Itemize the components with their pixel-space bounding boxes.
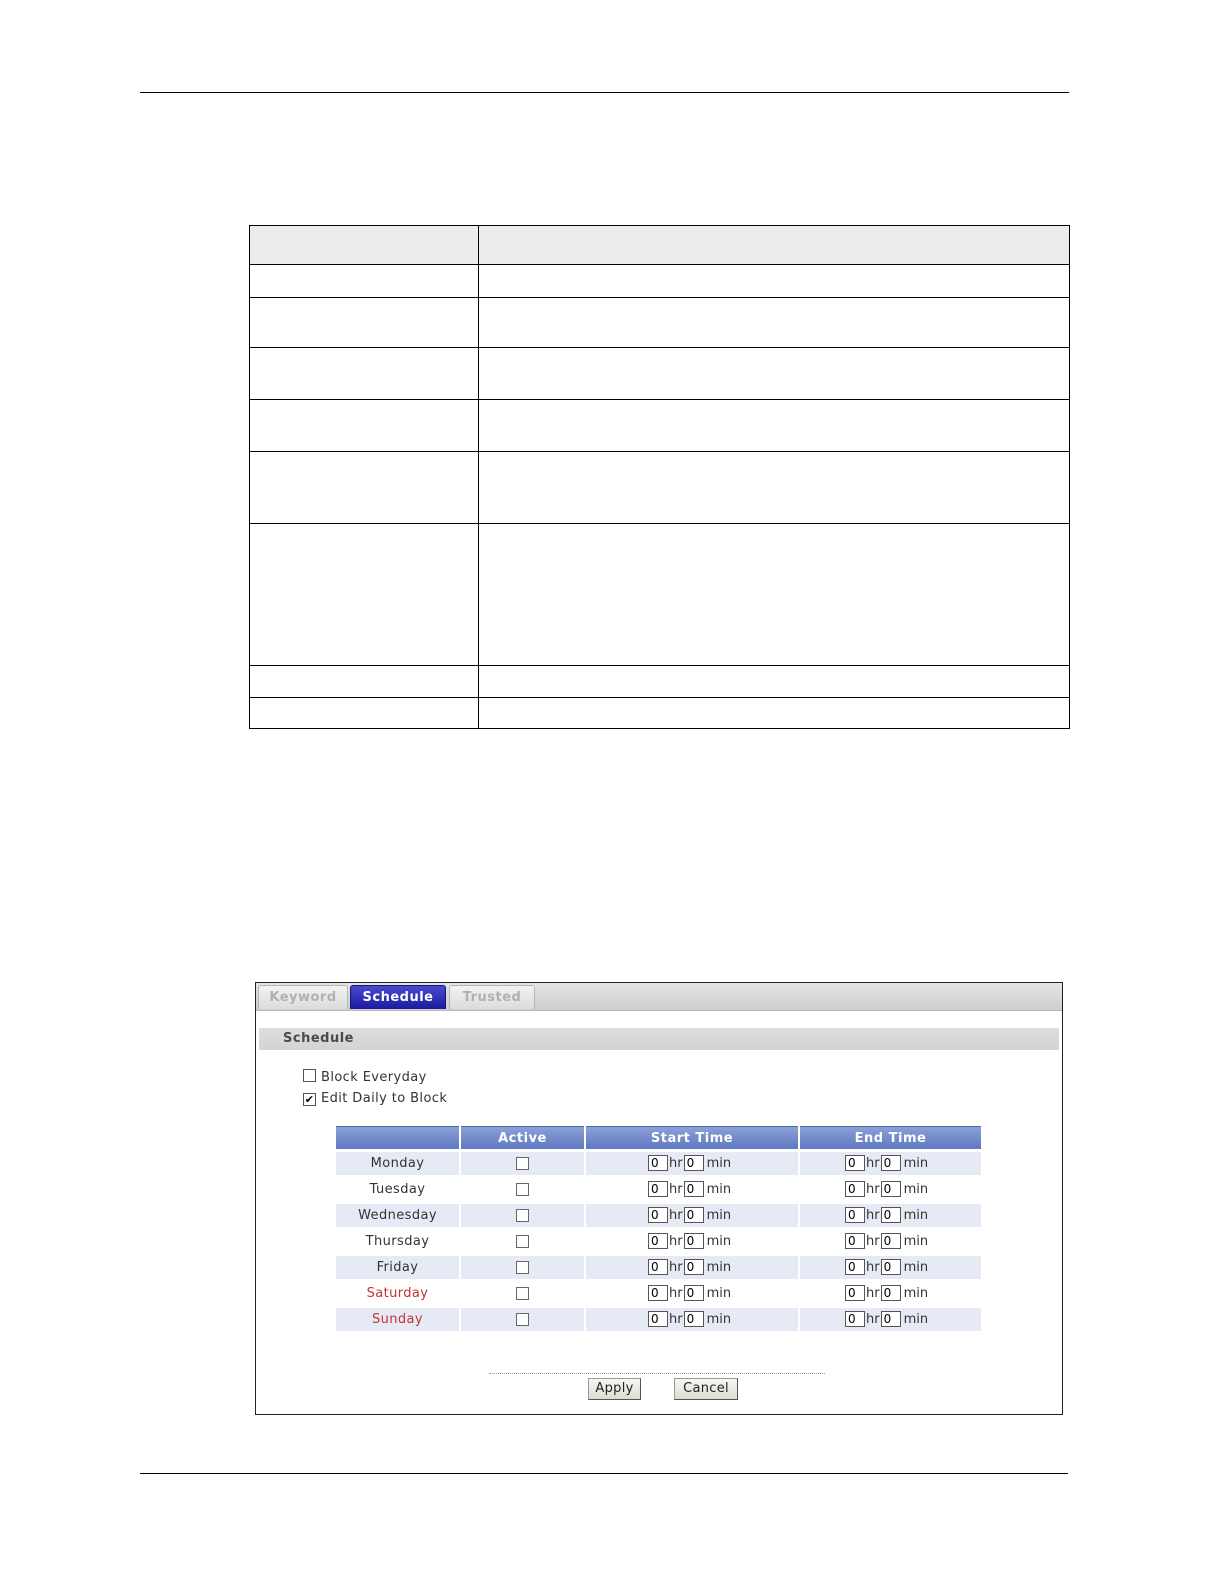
block-everyday-label: Block Everyday — [321, 1070, 427, 1085]
end-time-group — [845, 1259, 929, 1277]
start-minute-input[interactable]: 0 — [684, 1311, 704, 1327]
minute-unit-label: min — [706, 1156, 732, 1171]
end-time-cell — [800, 1178, 981, 1201]
schedule-row — [336, 1230, 981, 1253]
apply-button[interactable]: Apply — [588, 1378, 641, 1400]
button-divider — [489, 1373, 825, 1374]
edit-daily-checkbox[interactable] — [303, 1093, 316, 1106]
end-time-cell — [800, 1308, 981, 1331]
minute-unit-label: min — [706, 1260, 732, 1275]
header-day — [336, 1126, 459, 1149]
minute-unit-label: min — [903, 1182, 929, 1197]
start-minute-input[interactable]: 0 — [684, 1181, 704, 1197]
section-title: Schedule — [283, 1031, 354, 1046]
start-minute-input[interactable]: 0 — [684, 1285, 704, 1301]
hour-unit-label: hr — [669, 1182, 683, 1197]
minute-unit-label: min — [706, 1312, 732, 1327]
start-time-group — [648, 1155, 732, 1173]
day-name: Saturday — [336, 1282, 459, 1305]
schedule-row — [336, 1204, 981, 1227]
start-time-cell — [586, 1152, 798, 1175]
end-time-cell — [800, 1256, 981, 1279]
schedule-header-row — [336, 1126, 981, 1149]
header-start-time: Start Time — [586, 1126, 798, 1149]
edit-daily-option — [303, 1091, 447, 1109]
active-cell — [461, 1308, 584, 1331]
hour-unit-label: hr — [669, 1260, 683, 1275]
grid-header-row — [250, 226, 1070, 265]
bottom-rule — [140, 1473, 1068, 1474]
header-end-time: End Time — [800, 1126, 981, 1149]
top-rule — [140, 92, 1069, 93]
minute-unit-label: min — [903, 1286, 929, 1301]
active-cell — [461, 1256, 584, 1279]
minute-unit-label: min — [706, 1234, 732, 1249]
empty-grid-table — [249, 225, 1070, 729]
start-hour-input[interactable]: 0 — [648, 1207, 668, 1223]
end-time-group — [845, 1285, 929, 1303]
end-hour-input[interactable]: 0 — [845, 1259, 865, 1275]
tab-keyword[interactable]: Keyword — [258, 985, 348, 1009]
minute-unit-label: min — [903, 1312, 929, 1327]
end-hour-input[interactable]: 0 — [845, 1155, 865, 1171]
active-cell — [461, 1152, 584, 1175]
schedule-screenshot-frame — [255, 982, 1063, 1415]
start-hour-input[interactable]: 0 — [648, 1155, 668, 1171]
section-header — [259, 1028, 1059, 1050]
day-name: Wednesday — [336, 1204, 459, 1227]
start-minute-input[interactable]: 0 — [684, 1233, 704, 1249]
minute-unit-label: min — [903, 1156, 929, 1171]
start-hour-input[interactable]: 0 — [648, 1259, 668, 1275]
hour-unit-label: hr — [669, 1156, 683, 1171]
checkmark-icon: ✔ — [304, 1093, 315, 1106]
schedule-row — [336, 1152, 981, 1175]
block-everyday-option — [303, 1069, 427, 1087]
header-active: Active — [461, 1126, 584, 1149]
start-time-group — [648, 1259, 732, 1277]
end-minute-input[interactable]: 0 — [881, 1311, 901, 1327]
end-minute-input[interactable]: 0 — [881, 1155, 901, 1171]
hour-unit-label: hr — [669, 1234, 683, 1249]
start-hour-input[interactable]: 0 — [648, 1233, 668, 1249]
minute-unit-label: min — [903, 1234, 929, 1249]
hour-unit-label: hr — [866, 1260, 880, 1275]
end-time-cell — [800, 1230, 981, 1253]
start-time-cell — [586, 1256, 798, 1279]
start-time-cell — [586, 1282, 798, 1305]
end-hour-input[interactable]: 0 — [845, 1233, 865, 1249]
active-checkbox[interactable] — [516, 1235, 529, 1248]
hour-unit-label: hr — [669, 1208, 683, 1223]
end-time-cell — [800, 1152, 981, 1175]
end-time-group — [845, 1155, 929, 1173]
active-checkbox[interactable] — [516, 1261, 529, 1274]
hour-unit-label: hr — [866, 1208, 880, 1223]
grid-row — [250, 665, 1070, 697]
day-name: Tuesday — [336, 1178, 459, 1201]
end-minute-input[interactable]: 0 — [881, 1233, 901, 1249]
tab-schedule[interactable]: Schedule — [350, 985, 446, 1009]
active-checkbox[interactable] — [516, 1209, 529, 1222]
end-time-cell — [800, 1282, 981, 1305]
end-hour-input[interactable]: 0 — [845, 1285, 865, 1301]
hour-unit-label: hr — [866, 1234, 880, 1249]
end-minute-input[interactable]: 0 — [881, 1285, 901, 1301]
hour-unit-label: hr — [866, 1156, 880, 1171]
day-name: Friday — [336, 1256, 459, 1279]
schedule-row — [336, 1308, 981, 1331]
hour-unit-label: hr — [866, 1286, 880, 1301]
start-time-cell — [586, 1308, 798, 1331]
tab-bar — [256, 983, 1062, 1011]
minute-unit-label: min — [706, 1182, 732, 1197]
tab-trusted[interactable]: Trusted — [449, 985, 535, 1009]
active-cell — [461, 1204, 584, 1227]
start-time-group — [648, 1233, 732, 1251]
end-time-cell — [800, 1204, 981, 1227]
active-checkbox[interactable] — [516, 1157, 529, 1170]
hour-unit-label: hr — [866, 1182, 880, 1197]
grid-row — [250, 265, 1070, 298]
start-hour-input[interactable]: 0 — [648, 1285, 668, 1301]
end-minute-input[interactable]: 0 — [881, 1207, 901, 1223]
schedule-row — [336, 1282, 981, 1305]
active-checkbox[interactable] — [516, 1183, 529, 1196]
grid-row — [250, 523, 1070, 665]
end-time-group — [845, 1311, 929, 1329]
grid-row — [250, 452, 1070, 523]
end-hour-input[interactable]: 0 — [845, 1311, 865, 1327]
start-minute-input[interactable]: 0 — [684, 1259, 704, 1275]
day-name: Thursday — [336, 1230, 459, 1253]
end-time-group — [845, 1207, 929, 1225]
day-name: Sunday — [336, 1308, 459, 1331]
start-time-cell — [586, 1230, 798, 1253]
start-time-cell — [586, 1178, 798, 1201]
start-time-group — [648, 1207, 732, 1225]
active-cell — [461, 1230, 584, 1253]
grid-row — [250, 348, 1070, 400]
start-hour-input[interactable]: 0 — [648, 1311, 668, 1327]
minute-unit-label: min — [903, 1208, 929, 1223]
active-cell — [461, 1282, 584, 1305]
start-minute-input[interactable]: 0 — [684, 1155, 704, 1171]
end-hour-input[interactable]: 0 — [845, 1207, 865, 1223]
cancel-button[interactable]: Cancel — [674, 1378, 738, 1400]
active-checkbox[interactable] — [516, 1287, 529, 1300]
start-time-group — [648, 1285, 732, 1303]
end-time-group — [845, 1181, 929, 1199]
start-time-cell — [586, 1204, 798, 1227]
minute-unit-label: min — [706, 1208, 732, 1223]
active-checkbox[interactable] — [516, 1313, 529, 1326]
end-hour-input[interactable]: 0 — [845, 1181, 865, 1197]
start-hour-input[interactable]: 0 — [648, 1181, 668, 1197]
block-everyday-checkbox[interactable] — [303, 1069, 316, 1082]
end-minute-input[interactable]: 0 — [881, 1259, 901, 1275]
hour-unit-label: hr — [866, 1312, 880, 1327]
start-minute-input[interactable]: 0 — [684, 1207, 704, 1223]
minute-unit-label: min — [706, 1286, 732, 1301]
hour-unit-label: hr — [669, 1312, 683, 1327]
end-time-group — [845, 1233, 929, 1251]
schedule-row — [336, 1178, 981, 1201]
grid-row — [250, 400, 1070, 452]
start-time-group — [648, 1311, 732, 1329]
start-time-group — [648, 1181, 732, 1199]
minute-unit-label: min — [903, 1260, 929, 1275]
edit-daily-label: Edit Daily to Block — [321, 1091, 448, 1106]
end-minute-input[interactable]: 0 — [881, 1181, 901, 1197]
hour-unit-label: hr — [669, 1286, 683, 1301]
day-name: Monday — [336, 1152, 459, 1175]
grid-row — [250, 298, 1070, 348]
schedule-row — [336, 1256, 981, 1279]
active-cell — [461, 1178, 584, 1201]
grid-row — [250, 697, 1070, 728]
